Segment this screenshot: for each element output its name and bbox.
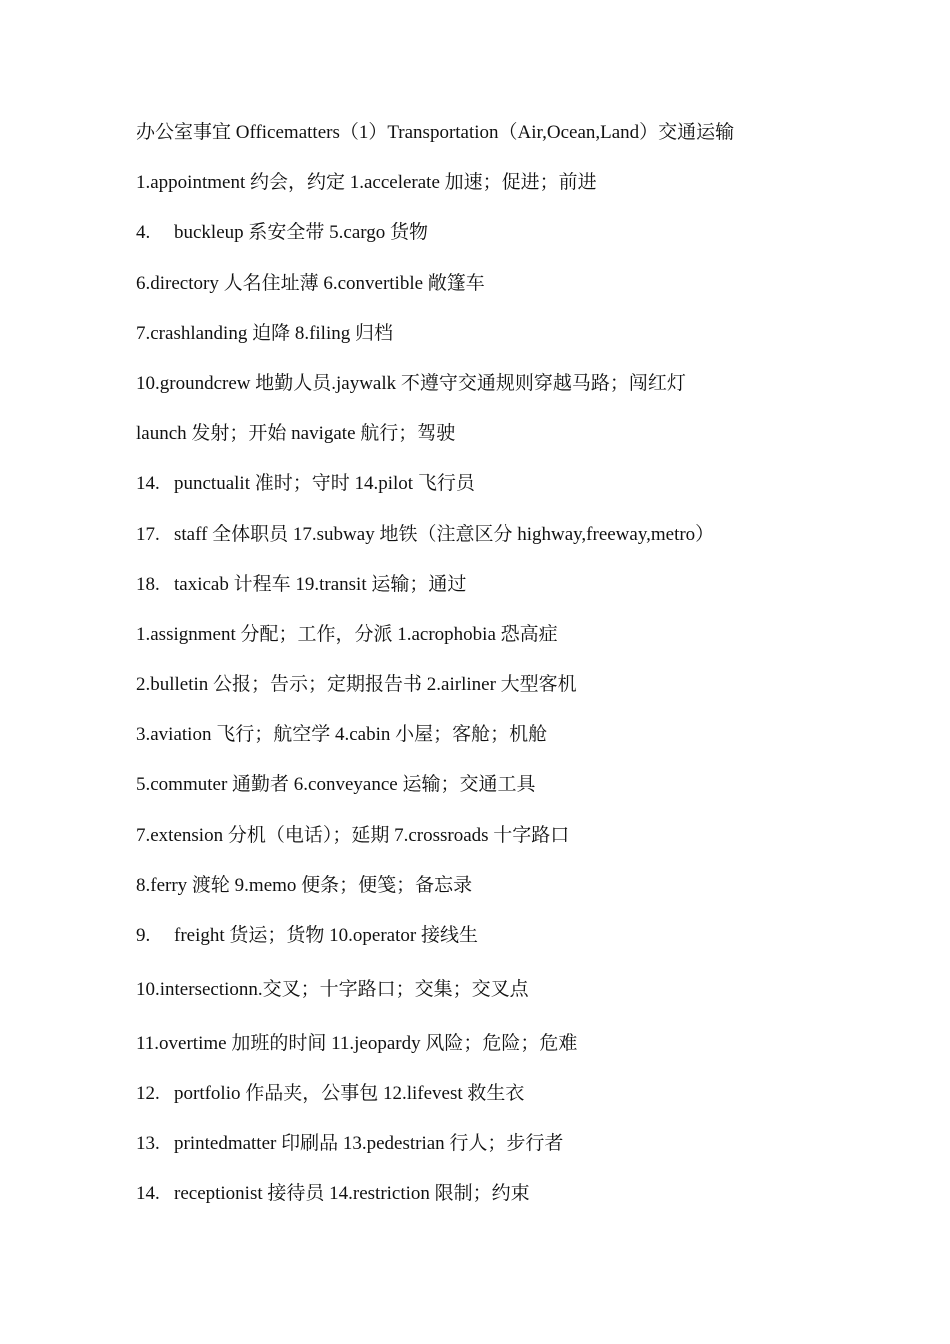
line-text: printedmatter 印刷品 13.pedestrian 行人；步行者 [174,1132,564,1154]
line-text: 8.ferry 渡轮 9.memo 便条；便笺；备忘录 [136,874,473,896]
vocabulary-list [136,118,896,1229]
line-text: 3.aviation 飞行；航空学 4.cabin 小屋；客舱；机舱 [136,724,548,746]
vocab-line [136,419,896,449]
vocab-line [136,469,896,499]
vocab-line [136,520,896,550]
line-text: 10.groundcrew 地勤人员.jaywalk 不遵守交通规则穿越马路；闯红灯 [136,372,686,394]
line-number: 14. [136,473,160,495]
vocab-line [136,1129,896,1159]
line-number: 13. [136,1132,160,1154]
vocab-line [136,770,896,800]
line-number: 9. [136,925,151,946]
line-text: freight 货运；货物 10.operator 接线生 [174,925,478,946]
line-text: 11.overtime 加班的时间 11.jeopardy 风险；危险；危难 [136,1032,578,1054]
line-text: buckleup 系安全带 5.cargo 货物 [174,222,428,244]
line-number: 12. [136,1082,160,1104]
line-text: 1.appointment 约会，约定 1.accelerate 加速；促进；前进 [136,172,597,194]
vocab-line [136,720,896,750]
vocab-line [136,168,896,198]
line-text: portfolio 作品夹，公事包 12.lifevest 救生衣 [174,1082,525,1104]
line-text: staff 全体职员 17.subway 地铁（注意区分 highway,freeway,metro） [174,523,715,545]
line-text: 5.commuter 通勤者 6.conveyance 运输；交通工具 [136,774,536,796]
vocab-line [136,821,896,851]
line-number: 17. [136,523,160,545]
vocab-line [136,269,896,299]
line-text: punctualit 准时；守时 14.pilot 飞行员 [174,473,475,495]
vocab-line [136,570,896,600]
vocab-line [136,319,896,349]
vocab-line [136,1029,896,1059]
line-number: 14. [136,1183,160,1205]
vocab-line [136,871,896,901]
vocab-line [136,1179,896,1209]
vocab-line [136,369,896,399]
line-text: 2.bulletin 公报；告示；定期报告书 2.airliner 大型客机 [136,674,577,696]
document-title [136,118,896,148]
line-text: launch 发射；开始 navigate 航行；驾驶 [136,423,456,445]
line-text: 7.extension 分机（电话）；延期 7.crossroads 十字路口 [136,824,570,846]
vocab-line [136,975,896,1005]
line-text: 1.assignment 分配；工作，分派 1.acrophobia 恐高症 [136,623,558,645]
vocab-line [136,218,896,248]
line-text: 7.crashlanding 迫降 8.filing 归档 [136,322,393,344]
line-number: 18. [136,573,160,595]
line-text: taxicab 计程车 19.transit 运输；通过 [174,573,467,595]
line-text: 6.directory 人名住址薄 6.convertible 敞篷车 [136,272,485,294]
line-text: 10.intersectionn.交叉；十字路口；交集；交叉点 [136,978,529,1000]
vocab-line [136,670,896,700]
vocab-line [136,620,896,650]
line-text: receptionist 接待员 14.restriction 限制；约束 [174,1183,530,1205]
vocab-line [136,1079,896,1109]
line-number: 4. [136,222,151,244]
line-text: 办公室事宜 Officematters（1）Transportation（Air,Ocean,Land）交通运输 [136,122,735,143]
vocab-line [136,921,896,951]
